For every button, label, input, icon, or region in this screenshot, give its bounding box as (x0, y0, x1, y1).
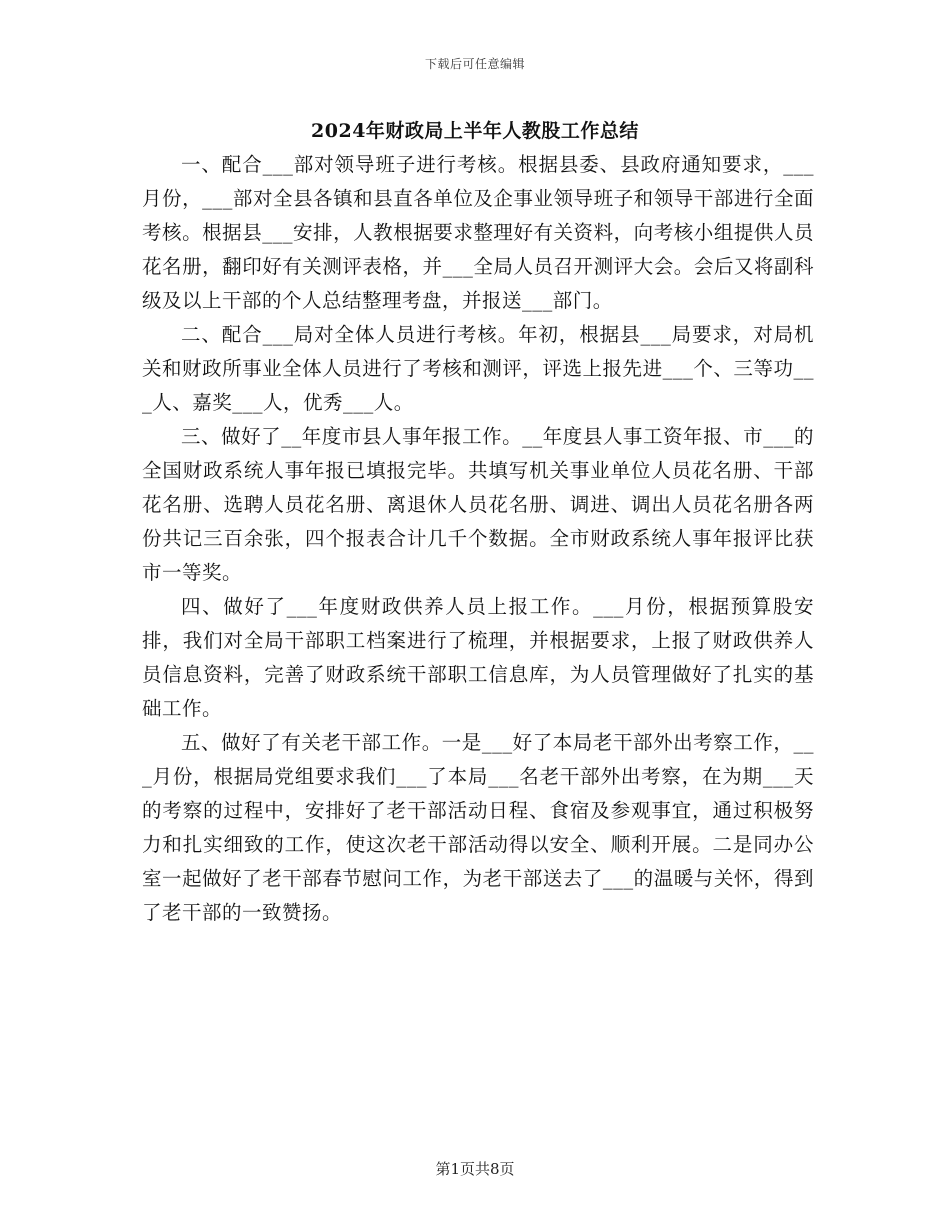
document-body (142, 148, 814, 930)
paragraph-2: 二、配合___局对全体人员进行考核。年初，根据县___局要求，对局机关和财政所事业全体人员进行了考核和测评，评选上报先进___个、三等功___人、嘉奖___人，优秀___人。 (142, 323, 814, 414)
paragraph-5: 五、做好了有关老干部工作。一是___好了本局老干部外出考察工作，___月份，根据局党组要求我们___了本局___名老干部外出考察，在为期___天的考察的过程中，安排好了老干部活动日程、食宿及参观事宜，通过积极努力和扎实细致的工作，使这次老干部活动得以安全、顺利开展。二是同办公室一起做好了老干部春节慰问工作，为老干部送去了___的温暖与关怀，得到了老干部的一致赞扬。 (142, 731, 814, 924)
page-footer: 第1页共8页 (435, 1160, 515, 1178)
paragraph-3: 三、做好了__年度市县人事年报工作。__年度县人事工资年报、市___的全国财政系统人事年报已填报完毕。共填写机关事业单位人员花名册、干部花名册、选聘人员花名册、离退休人员花名册、调进、调出人员花名册各两份共记三百余张，四个报表合计几千个数据。全市财政系统人事年报评比获市一等奖。 (142, 425, 814, 584)
paragraph-4: 四、做好了___年度财政供养人员上报工作。___月份，根据预算股安排，我们对全局干部职工档案进行了梳理，并根据要求，上报了财政供养人员信息资料，完善了财政系统干部职工信息库，为人员管理做好了扎实的基础工作。 (142, 595, 814, 720)
header-note: 下载后可任意编辑 (424, 57, 525, 71)
document-title: 2024年财政局上半年人教股工作总结 (311, 120, 639, 142)
paragraph-1: 一、配合___部对领导班子进行考核。根据县委、县政府通知要求，___月份，___部对全县各镇和县直各单位及企事业领导班子和领导干部进行全面考核。根据县___安排，人教根据要求整理好有关资料，向考核小组提供人员花名册，翻印好有关测评表格，并___全局人员召开测评大会。会后又将副科级及以上干部的个人总结整理考盘，并报送___部门。 (142, 153, 814, 312)
